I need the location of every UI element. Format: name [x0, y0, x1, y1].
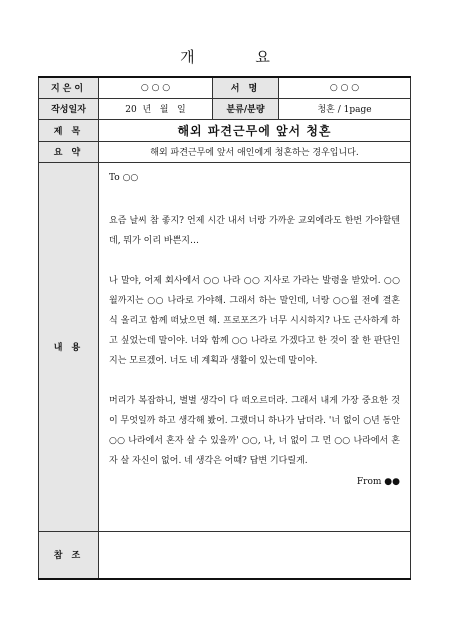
summary-label: 요 약	[39, 141, 99, 162]
reference-label: 참 조	[39, 531, 99, 579]
date-row	[39, 98, 411, 119]
date-value[interactable]: 20 년 월 일	[99, 98, 213, 119]
author-label: 지은이	[39, 77, 99, 98]
content-row	[39, 162, 411, 531]
subject-value[interactable]: 해외 파견근무에 앞서 청혼	[99, 119, 411, 141]
document-title: 개 요	[180, 48, 298, 66]
summary-row	[39, 141, 411, 162]
signature-value[interactable]: ○ ○ ○	[279, 77, 411, 98]
author-row	[39, 77, 411, 98]
subject-row	[39, 119, 411, 141]
content-label: 내 용	[39, 162, 99, 531]
letter-paragraph-3: 머리가 복잡하니, 별별 생각이 다 떠오르더라. 그래서 내게 가장 중요한 것이 무엇일까 하고 생각해 봤어. 그랬더니 하나가 남더라. '너 없이 ○년 동안 ○○ 나라에서 혼자 살 수 있을까' ○○, 나, 너 없이 그 먼 ○○ 나라에서 혼자 살 자신이 없어. 네 생각은 어때? 답변 기다릴게.	[109, 395, 400, 466]
signature-label: 서 명	[213, 77, 279, 98]
subject-label: 제 목	[39, 119, 99, 141]
summary-value[interactable]: 해외 파견근무에 앞서 애인에게 청혼하는 경우입니다.	[99, 141, 411, 162]
letter-paragraph-2: 나 말야, 어제 회사에서 ○○ 나라 ○○ 지사로 가라는 발령을 받았어. ○○월까지는 ○○ 나라로 가야해. 그래서 하는 말인데, 너랑 ○○월 전에 결혼식 올리고 함께 떠났으면 해. 프로포즈가 너무 시시하지? 나도 근사하게 하고 싶었는데 말이야. 너와 함께 ○○ 나라로 가겠다고 한 것이 잘 한 판단인지는 모르겠어. 너도 네 계획과 생활이 있는데 말이야.	[109, 275, 400, 366]
summary-form-table	[38, 76, 411, 580]
reference-row	[39, 531, 411, 579]
date-label: 작성일자	[39, 98, 99, 119]
reference-value[interactable]	[99, 531, 411, 579]
category-value[interactable]: 청혼 / 1page	[279, 98, 411, 119]
letter-body[interactable]	[99, 162, 411, 531]
from-label: From	[356, 476, 382, 487]
letter-greeting: To ○○	[109, 172, 139, 183]
author-value[interactable]: ○ ○ ○	[99, 77, 213, 98]
from-mark: ●●	[384, 476, 400, 487]
letter-paragraph-1: 요즘 날씨 참 좋지? 언제 시간 내서 너랑 가까운 교외에라도 한번 가야할텐데, 뭐가 이리 바쁜지…	[109, 215, 400, 246]
letter-signoff	[109, 477, 400, 487]
category-label: 분류/분량	[213, 98, 279, 119]
